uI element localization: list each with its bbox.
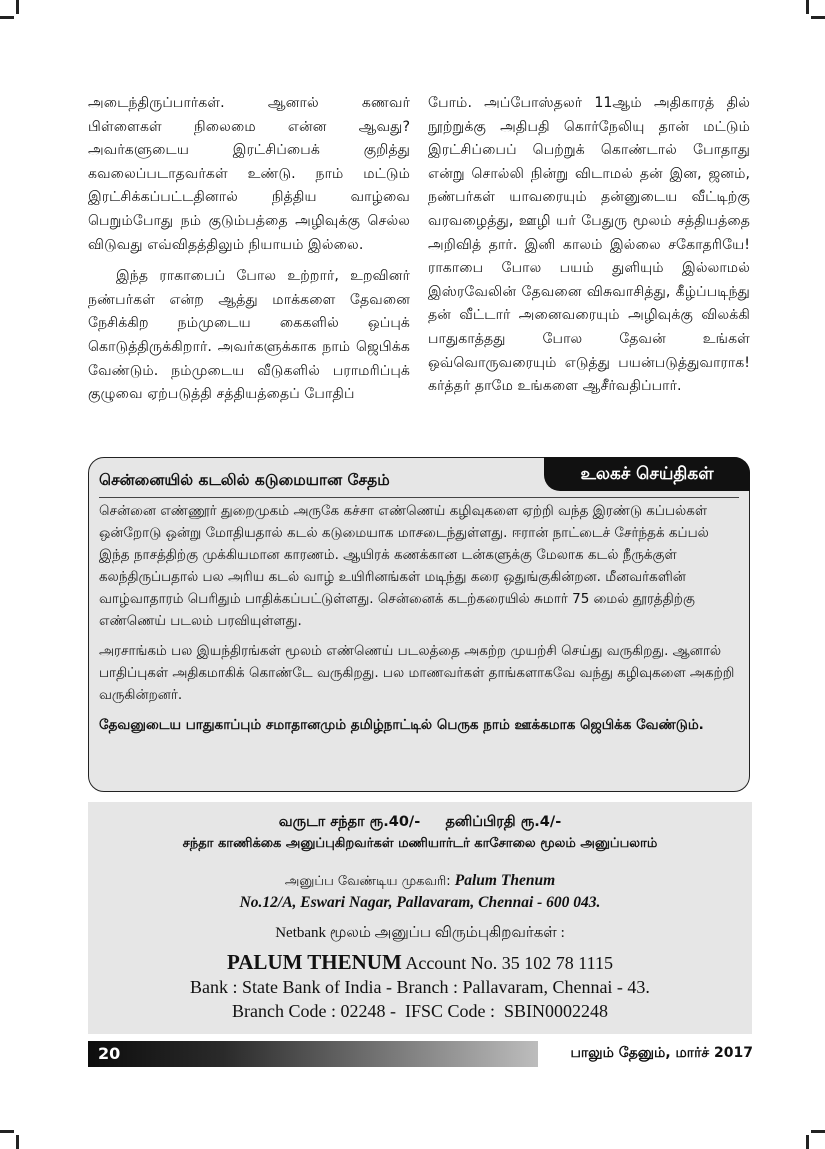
account-name: PALUM THENUM xyxy=(227,950,402,974)
news-paragraph: சென்னை எண்ணூர் துறைமுகம் அருகே கச்சா எண்ணெய் கழிவுகளை ஏற்றி வந்த இரண்டு கப்பல்கள் ஒன்றோடு ஒன்று மோதியதால் கடல் கடுமையாக மாசடைந்துள்ளது. ஈரான் நாட்டைச் சேர்ந்தக் கப்பல் இந்த நாசத்திற்கு முக்கியமான காரணம். ஆயிரக் கணக்கான டன்களுக்கு மேலாக கடல் நீருக்குள் கலந்திருப்பதால் பல அரிய கடல் வாழ் உயிரினங்கள் மடிந்து கரை ஒதுங்குகின்றன. மீனவர்களின் வாழ்வாதாரம் பெரிதும் பாதிக்கப்பட்டுள்ளது. சென்னைக் கடற்கரையில் சுமார் 75 மைல் தூரத்திற்கு எண்ணெய் படலம் பரவியுள்ளது. xyxy=(99,503,709,629)
article-paragraph: போம். அப்போஸ்தலர் 11ஆம் அதிகாரத் தில் நூற்றுக்கு அதிபதி கொர்நேலியு தான் மட்டும் இரட்சிப்பைப் பெற்றுக் கொண்டால் போதாது என்று சொல்லி நின்று விடாமல் தன் இன, ஜனம், நண்பர்கள் யாவரையும் தன்னுடைய வீட்டிற்கு வரவழைத்து, ஊழி யர் பேதுரு மூலம் சத்தியத்தை அறிவித் தார். இனி காலம் இல்லை சகோதரியே! ராகாபை போல பயம் துளியும் இல்லாமல் இஸ்ரவேலின் தேவனை விசுவாசித்து, கீழ்ப்படிந்து தன் வீட்டார் அனைவரையும் அழிவுக்கு விலக்கி பாதுகாத்தது போல தேவன் உங்கள் ஒவ்வொருவரையும் எடுத்து பயன்படுத்துவாராக! கர்த்தர் தாமே உங்களை ஆசீர்வதிப்பார். xyxy=(428,95,750,395)
account-number: Account No. 35 102 78 1115 xyxy=(405,953,613,973)
crop-mark-bottom-right-v xyxy=(806,1135,809,1149)
article-paragraph: அடைந்திருப்பார்கள். ஆனால் கணவர் பிள்ளைகள் நிலைமை என்ன ஆவது? அவர்களுடைய இரட்சிப்பைக் குறித்து கவலைப்படாதவர்கள் உண்டு. நாம் மட்டும் இரட்சிக்கப்பட்டதினால் நித்திய வாழ்வை பெறும்போது நம் குடும்பத்தை அழிவுக்கு செல்ல விடுவது எவ்விதத்திலும் நியாயம் இல்லை. xyxy=(88,95,410,253)
crop-mark-top-right-h xyxy=(811,16,825,19)
subscription-box xyxy=(88,802,752,1034)
crop-mark-bottom-left-v xyxy=(16,1135,19,1149)
crop-mark-top-left-v xyxy=(16,0,19,14)
netbank-label: Netbank மூலம் அனுப்ப விரும்புகிறவர்கள் : xyxy=(275,925,565,941)
crop-mark-bottom-left-h xyxy=(0,1130,14,1133)
news-body xyxy=(99,500,739,744)
bank-details xyxy=(88,950,752,1023)
news-closing: தேவனுடைய பாதுகாப்பும் சமாதானமும் தமிழ்நாட்டில் பெருக நாம் ஊக்கமாக ஜெபிக்க வேண்டும். xyxy=(99,717,704,733)
news-divider xyxy=(99,497,739,498)
subscription-rates: வருடா சந்தா ரூ.40/- தனிப்பிரதி ரூ.4/- xyxy=(278,814,562,830)
page-number: 20 xyxy=(98,1044,121,1063)
article-left-column xyxy=(88,92,410,415)
subscription-note: சந்தா காணிக்கை அனுப்புகிறவர்கள் மணியார்டர் காசோலை மூலம் அனுப்பலாம் xyxy=(182,836,658,851)
address-label: அனுப்ப வேண்டிய முகவரி: xyxy=(284,874,451,889)
footer-bar xyxy=(88,1041,538,1067)
bank-branch: Bank : State Bank of India - Branch : Pallavaram, Chennai - 43. xyxy=(190,977,650,997)
news-headline: சென்னையில் கடலில் கடுமையான சேதம் xyxy=(99,471,390,489)
publication-title: பாலும் தேனும், மார்ச் 2017 xyxy=(570,1045,753,1061)
crop-mark-top-right-v xyxy=(806,0,809,14)
address-name: Palum Thenum xyxy=(454,872,556,889)
mailing-address xyxy=(88,870,752,913)
address-line: No.12/A, Eswari Nagar, Pallavaram, Chennai - 600 043. xyxy=(239,894,601,911)
news-section-tag: உலகச் செய்திகள் xyxy=(544,457,750,491)
crop-mark-bottom-right-h xyxy=(811,1130,825,1133)
article-paragraph: இந்த ராகாபைப் போல உற்றார், உறவினர் நண்பர்கள் என்ற ஆத்து மாக்களை தேவனை நேசிக்கிற நம்முடைய கைகளில் ஒப்புக் கொடுத்திருக்கிறார். அவர்களுக்காக நாம் ஜெபிக்க வேண்டும். நம்முடைய வீடுகளில் பராமரிப்புக் குழுவை ஏற்படுத்தி சத்தியத்தைப் போதிப் xyxy=(88,268,410,403)
article-right-column xyxy=(428,92,750,407)
news-paragraph: அரசாங்கம் பல இயந்திரங்கள் மூலம் எண்ணெய் படலத்தை அகற்ற முயற்சி செய்து வருகிறது. ஆனால் பாதிப்புகள் அதிகமாகிக் கொண்டே வருகிறது. பல மாணவர்கள் தாங்களாகவே வந்து கழிவுகளை அகற்றி வருகின்றனர். xyxy=(99,643,735,703)
crop-mark-top-left-h xyxy=(0,16,14,19)
branch-codes: Branch Code : 02248 - IFSC Code : SBIN0002248 xyxy=(232,1001,608,1021)
world-news-box xyxy=(88,457,750,792)
